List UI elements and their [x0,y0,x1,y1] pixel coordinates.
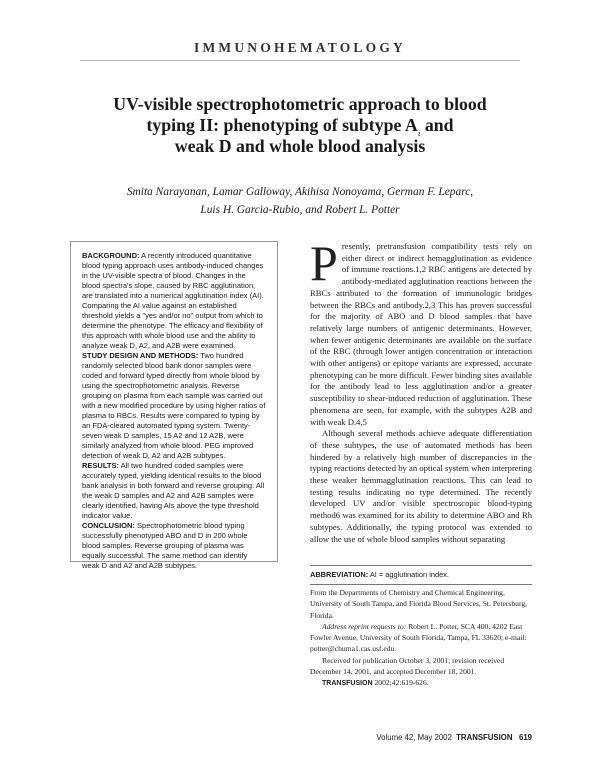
section-rule [80,60,520,61]
author-list [70,183,530,219]
drop-cap: P [310,235,338,291]
body-paragraph-2: Although several methods achieve adequate differentiation of these subtypes, the use of automated methods has been hindered by a relatively high number of discrepancies in the typing reactions detected by an optical system when interpreting these weaker hemmagglutination reactions. This can lead to testing results indicating no type determined. The recently developed UV and/or visible spectroscopic blood-typing method6 was examined for its ability to determine ABO and Rh subtypes. Additionally, the typing protocol was extended to allow the use of whole blood samples without separating [310,428,532,544]
abstract-conclusion: CONCLUSION: Spectrophotometric blood typing successfully phenotyped ABO and D in 200 whole blood samples. Reverse grouping of plasma was equally successful. The same method can identify weak D and A2 and A2B subtypes. [82,521,248,570]
article-title [60,94,540,157]
reprint-note: Address reprint requests to: Robert L. Potter, SCA 400, 4202 East Fowler Avenue, University of South Florida, Tampa, FL 33620; e-mail: potter@chuma1.cas.usf.edu. [310,621,527,654]
abstract-background: BACKGROUND: A recently introduced quantitative blood typing approach uses antibody-induced changes in the UV-visible spectra of blood. Changes in the blood spectra's slope, caused by RBC agglutination, are translated into a numerical agglutination index (AI). Comparing the AI value against an established threshold yields a "yes and/or no" output from which to determine the phenotype. The efficacy and flexibility of this approach with whole blood use and the ability to analyze weak D, A2, and A2B were examined. [82,251,264,350]
title-line-1: UV-visible spectrophotometric approach to blood [113,94,487,114]
authors-line-1: Smita Narayanan, Lamar Galloway, Akihisa Nonoyama, German F. Leparc, [126,186,474,198]
abstract-results: RESULTS: All two hundred coded samples were accurately typed, yielding identical results to the blood bank analysis in both forward and reverse grouping. All the weak D samples and A2 and A2B samples were clearly identified, having AIs above the type threshold indicator value. [82,461,265,520]
affiliation-note: From the Departments of Chemistry and Chemical Engineering, University of South Tampa, and Florida Blood Services, St. Petersburg, Florida. [310,588,528,620]
footer-journal: TRANSFUSION [456,733,513,742]
authors-line-2: Luis H. Garcia-Rubio, and Robert L. Potter [200,204,400,216]
page-footer [376,733,532,742]
footer-volume: Volume 42, May 2002 [376,733,452,742]
section-label: IMMUNOHEMATOLOGY [194,40,406,55]
title-line-2: typing II: phenotyping of subtype $A_2$ and [146,115,454,138]
footnote-rule-top [310,565,532,566]
body-text [310,235,532,545]
page-number: 619 [518,733,532,742]
title-line-3: weak D and whole blood analysis [174,136,426,156]
footnote-rule-bottom [310,584,532,585]
body-paragraph-1: Presently, pretransfusion compatibility tests rely on either direct or indirect hemagglutination as evidence of immune reactions.1,2 RBC antigens are detected by antibody-mediated agglutination reactions between the RBCs attributed to the formation of immunologic bridges between the RBCs and antibody.2,3 This has proven successful for the majority of ABO and D blood samples that have relatively large numbers of antigenic determinants. However, when fewer antigenic determinants are available on the surface of the RBC (through lower antigen concentration or interaction with other antigens) or epitope variants are expressed, accurate phenotyping can be more difficult. Fewer binding sites available for the antibody lead to less agglutination and/or a greater susceptibility to shear-induced reduction of agglutination. These phenomena are seen, for example, with the subtypes A2B and with weak D.4,5 [310,235,532,427]
abstract-design: STUDY DESIGN AND METHODS: Two hundred randomly selected blood bank donor samples were coded and forward typed directly from whole blood by using the spectrophotometric analysis. Reverse grouping on plasma from each sample was carried out with a new modified procedure by using higher ratios of plasma to RBCs. Results were compared to typing by an FDA-cleared automated typing system. Twenty-seven weak D samples, 15 A2 and 12 A2B, were similarly analyzed from whole blood. PEG improved detection of weak D, A2 and A2B subtypes. [82,351,266,460]
abbreviations: ABBREVIATION: AI = agglutination index. [310,570,449,579]
received-note: Received for publication October 3, 2001; revision received December 14, 2001, and accepted December 18, 2001. [310,655,505,677]
citation-note: TRANSFUSION 2002;42:619-626. [322,678,429,688]
footnotes [310,587,532,690]
abstract-box [70,241,278,570]
